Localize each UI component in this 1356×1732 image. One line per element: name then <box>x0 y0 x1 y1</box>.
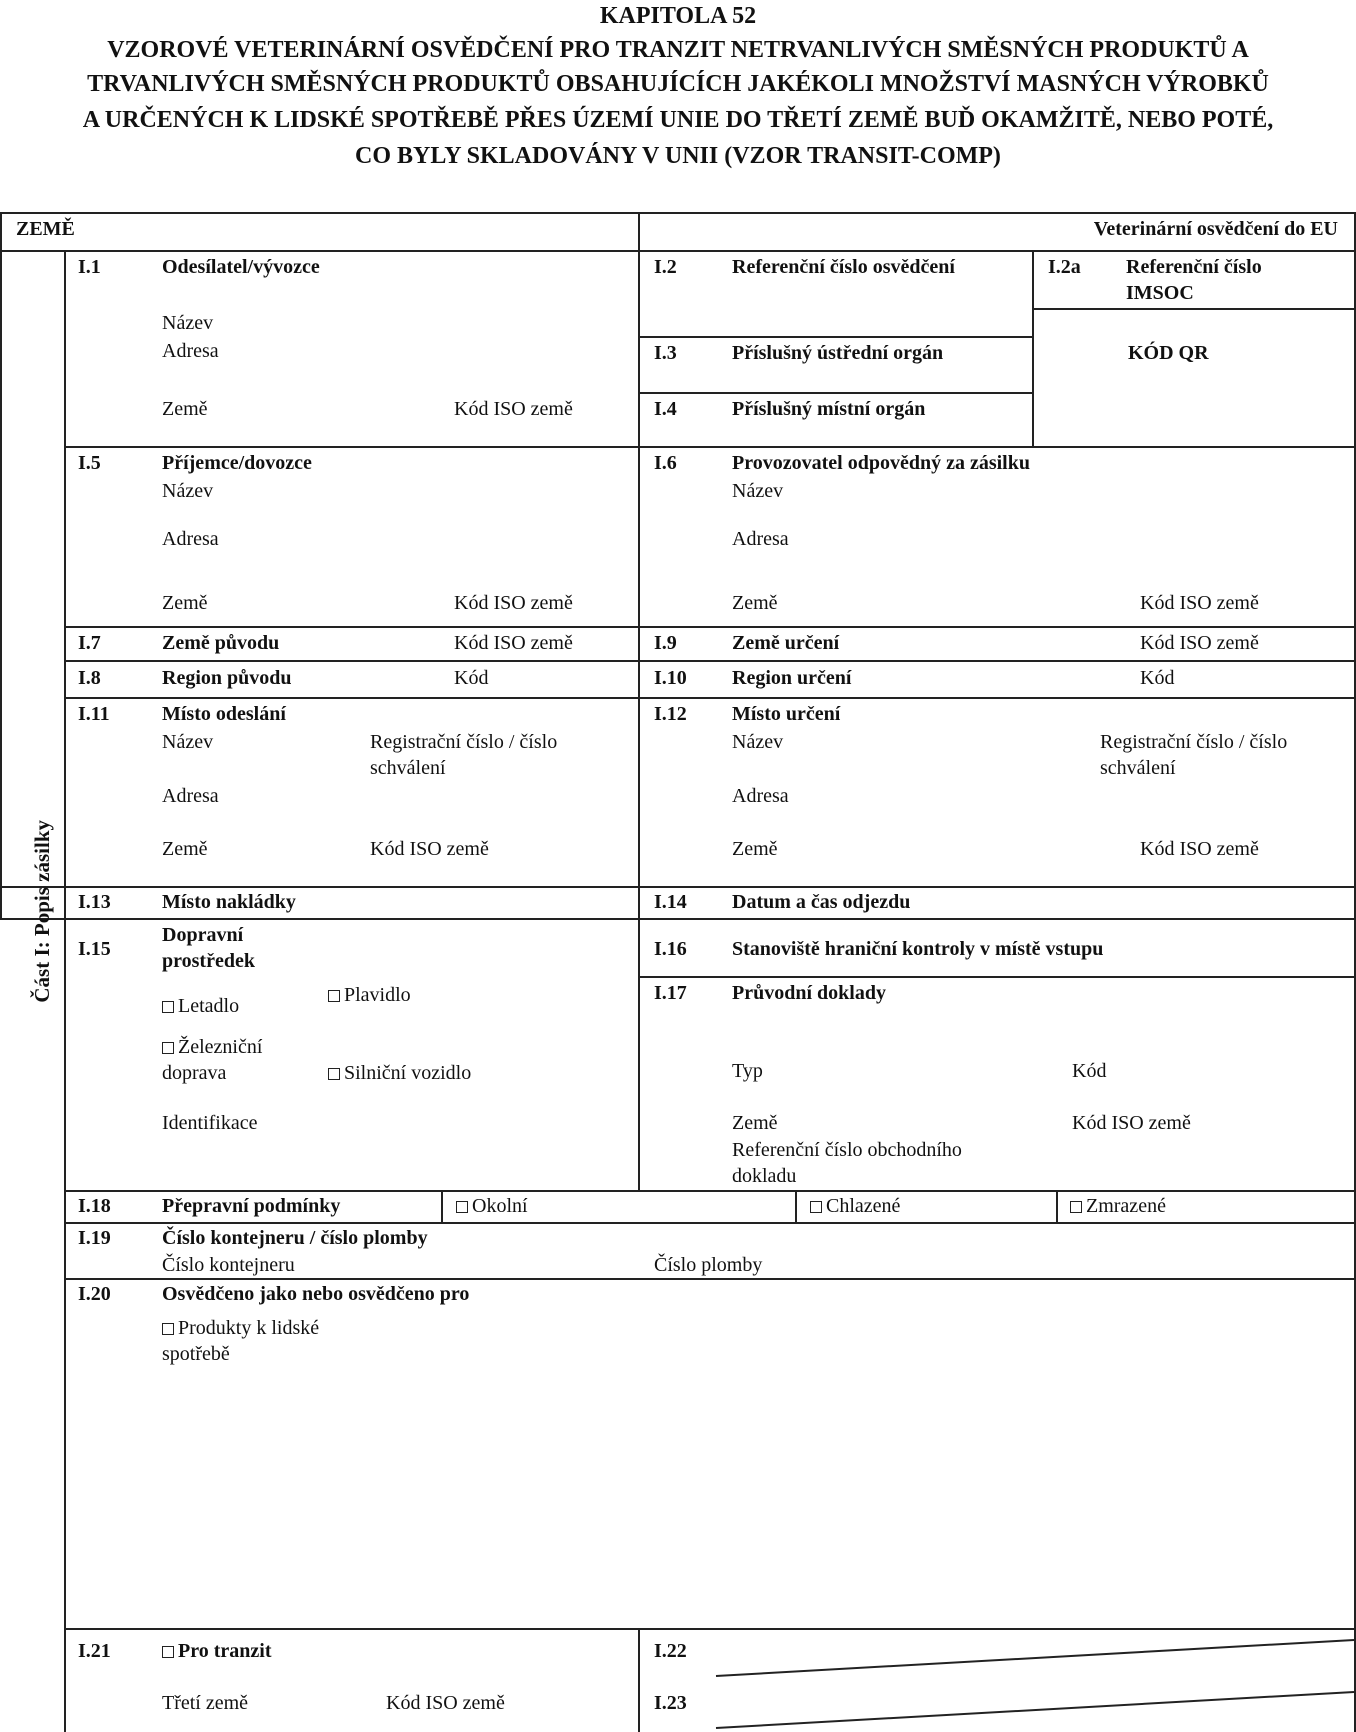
checkbox-railway[interactable]: Železniční doprava <box>162 1036 263 1084</box>
i6-name-label: Název <box>732 480 784 502</box>
box-i5-title: Příjemce/dovozce <box>162 452 312 474</box>
i5-name-label: Název <box>162 480 214 502</box>
box-i13-title: Místo nakládky <box>162 891 296 913</box>
box-i1-num: I.1 <box>78 256 101 278</box>
i5-country-label: Země <box>162 592 208 614</box>
box-i8-num: I.8 <box>78 667 101 689</box>
box-i18-title: Přepravní podmínky <box>162 1195 341 1217</box>
box-i22-num: I.22 <box>654 1640 687 1662</box>
box-i1-title: Odesílatel/vývozce <box>162 256 320 278</box>
box-i15-title: Dopravní prostředek <box>162 924 255 972</box>
i6-iso-label: Kód ISO země <box>1140 592 1259 614</box>
box-i21-num: I.21 <box>78 1640 111 1662</box>
i9-iso-label: Kód ISO země <box>1140 632 1259 654</box>
box-i3-title: Příslušný ústřední orgán <box>732 342 944 364</box>
qr-code-label: KÓD QR <box>1128 342 1209 364</box>
i17-iso-label: Kód ISO země <box>1072 1112 1191 1134</box>
box-i4-num: I.4 <box>654 398 677 420</box>
box-i2a-num: I.2a <box>1048 256 1081 278</box>
i11-country-label: Země <box>162 838 208 860</box>
box-i20-title: Osvědčeno jako nebo osvědčeno pro <box>162 1283 470 1305</box>
box-i11-title: Místo odeslání <box>162 703 286 725</box>
i11-reg-label: Registrační číslo / číslo schválení <box>370 731 558 779</box>
i12-country-label: Země <box>732 838 778 860</box>
i6-address-label: Adresa <box>732 528 789 550</box>
chapter-heading: KAPITOLA 52 <box>599 3 757 29</box>
i11-name-label: Název <box>162 731 214 753</box>
box-i12-num: I.12 <box>654 703 687 725</box>
box-i6-title: Provozovatel odpovědný za zásilku <box>732 452 1030 474</box>
country-label: ZEMĚ <box>16 218 75 240</box>
i17-country-label: Země <box>732 1112 778 1134</box>
i1-address-label: Adresa <box>162 340 219 362</box>
box-i4-title: Příslušný místní orgán <box>732 398 926 420</box>
box-i16-title: Stanoviště hraniční kontroly v místě vstupu <box>732 938 1104 960</box>
title-line-2: TRVANLIVÝCH SMĚSNÝCH PRODUKTŮ OBSAHUJÍCÍCH JAKÉKOLI MNOŽSTVÍ MASNÝCH VÝROBKŮ <box>87 71 1269 97</box>
box-i11-num: I.11 <box>78 703 110 725</box>
i21-third-country-label: Třetí země <box>162 1692 249 1714</box>
i19-container-label: Číslo kontejneru <box>162 1254 295 1276</box>
box-i6-num: I.6 <box>654 452 677 474</box>
i12-name-label: Název <box>732 731 784 753</box>
title-line-4: CO BYLY SKLADOVÁNY V UNII (VZOR TRANSIT-COMP) <box>355 143 1001 169</box>
i17-code-label: Kód <box>1072 1060 1107 1082</box>
box-i2-title: Referenční číslo osvědčení <box>732 256 955 278</box>
box-i16-num: I.16 <box>654 938 687 960</box>
box-i20-num: I.20 <box>78 1283 111 1305</box>
box-i15-num: I.15 <box>78 938 111 960</box>
i1-country-label: Země <box>162 398 208 420</box>
box-i19-title: Číslo kontejneru / číslo plomby <box>162 1227 428 1249</box>
i8-code-label: Kód <box>454 667 489 689</box>
i12-reg-label: Registrační číslo / číslo schválení <box>1100 731 1288 779</box>
box-i2a-title: Referenční číslo IMSOC <box>1126 256 1262 304</box>
box-i12-title: Místo určení <box>732 703 841 725</box>
i21-iso-label: Kód ISO země <box>386 1692 505 1714</box>
box-i7-num: I.7 <box>78 632 101 654</box>
i17-trade-ref-label: Referenční číslo obchodního dokladu <box>732 1139 962 1187</box>
i10-code-label: Kód <box>1140 667 1175 689</box>
i7-iso-label: Kód ISO země <box>454 632 573 654</box>
box-i2-num: I.2 <box>654 256 677 278</box>
box-i8-title: Region původu <box>162 667 292 689</box>
box-i17-title: Průvodní doklady <box>732 982 886 1004</box>
box-i7-title: Země původu <box>162 632 280 654</box>
checkbox-human-consumption[interactable]: Produkty k lidské spotřebě <box>162 1317 320 1365</box>
box-i19-num: I.19 <box>78 1227 111 1249</box>
i1-name-label: Název <box>162 312 214 334</box>
box-i13-num: I.13 <box>78 891 111 913</box>
checkbox-aircraft[interactable]: Letadlo <box>162 993 239 1019</box>
certificate-eu-label: Veterinární osvědčení do EU <box>1093 218 1338 240</box>
i15-identification-label: Identifikace <box>162 1112 258 1134</box>
box-i17-num: I.17 <box>654 982 687 1004</box>
checkbox-vessel[interactable]: Plavidlo <box>328 982 411 1008</box>
i12-iso-label: Kód ISO země <box>1140 838 1259 860</box>
i11-iso-label: Kód ISO země <box>370 838 489 860</box>
checkbox-chilled[interactable]: Chlazené <box>810 1193 900 1219</box>
box-i18-num: I.18 <box>78 1195 111 1217</box>
box-i14-num: I.14 <box>654 891 687 913</box>
title-line-3: A URČENÝCH K LIDSKÉ SPOTŘEBĚ PŘES ÚZEMÍ UNIE DO TŘETÍ ZEMĚ BUĎ OKAMŽITĚ, NEBO POTÉ, <box>82 107 1274 133</box>
box-i9-title: Země určení <box>732 632 840 654</box>
box-i5-num: I.5 <box>78 452 101 474</box>
checkbox-frozen[interactable]: Zmrazené <box>1070 1193 1166 1219</box>
i5-iso-label: Kód ISO země <box>454 592 573 614</box>
i1-iso-label: Kód ISO země <box>454 398 573 420</box>
i17-type-label: Typ <box>732 1060 763 1082</box>
checkbox-ambient[interactable]: Okolní <box>456 1193 528 1219</box>
box-i3-num: I.3 <box>654 342 677 364</box>
i11-address-label: Adresa <box>162 785 219 807</box>
i12-address-label: Adresa <box>732 785 789 807</box>
box-i23-num: I.23 <box>654 1692 687 1714</box>
i19-seal-label: Číslo plomby <box>654 1254 763 1276</box>
box-i10-title: Region určení <box>732 667 852 689</box>
checkbox-road-vehicle[interactable]: Silniční vozidlo <box>328 1060 471 1086</box>
i5-address-label: Adresa <box>162 528 219 550</box>
i6-country-label: Země <box>732 592 778 614</box>
box-i10-num: I.10 <box>654 667 687 689</box>
box-i14-title: Datum a čas odjezdu <box>732 891 911 913</box>
title-line-1: VZOROVÉ VETERINÁRNÍ OSVĚDČENÍ PRO TRANZIT NETRVANLIVÝCH SMĚSNÝCH PRODUKTŮ A <box>107 37 1249 63</box>
checkbox-for-transit[interactable]: Pro tranzit <box>162 1638 272 1664</box>
box-i9-num: I.9 <box>654 632 677 654</box>
